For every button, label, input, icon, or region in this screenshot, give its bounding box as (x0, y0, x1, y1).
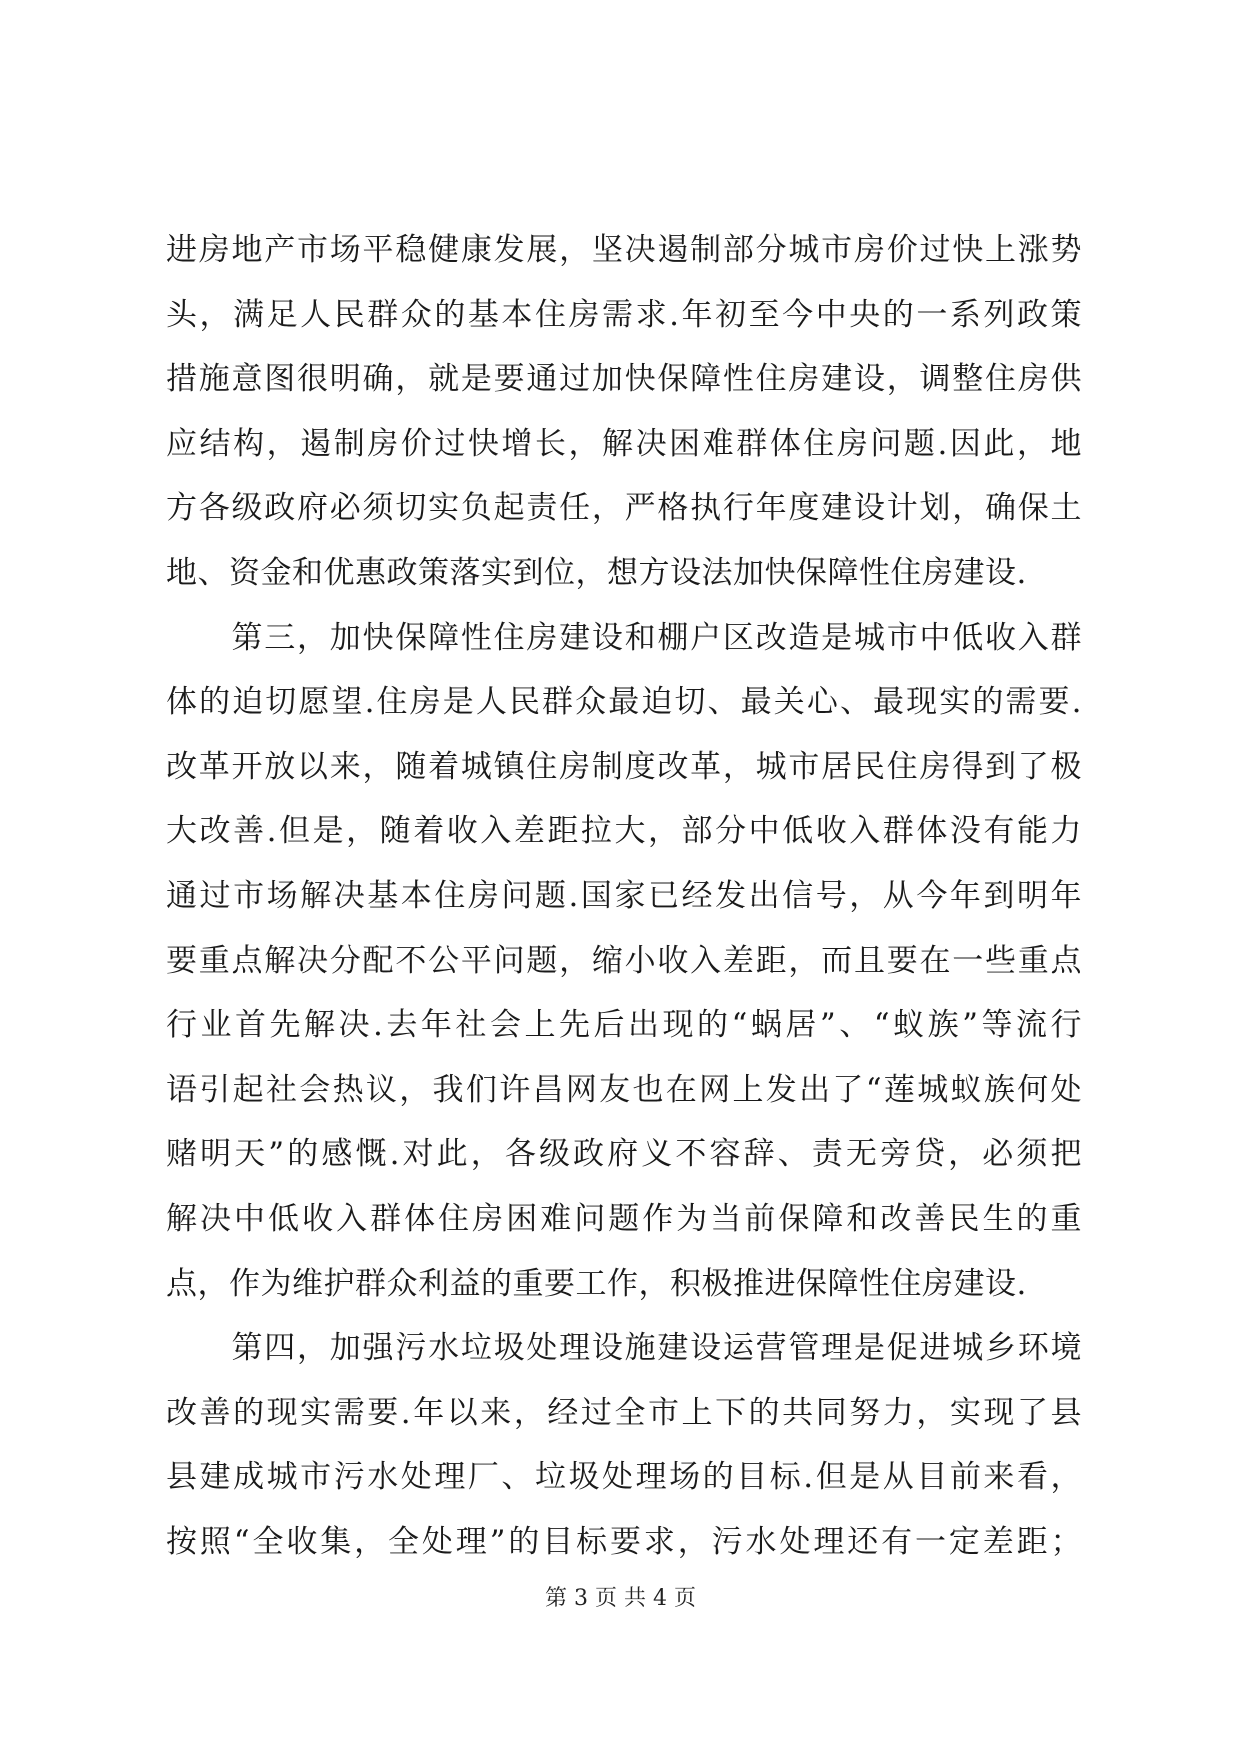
text-line: 改革开放以来，随着城镇住房制度改革，城市居民住房得到了极 (166, 748, 1082, 785)
body-text (166, 218, 1082, 1574)
text-line: 语引起社会热议，我们许昌网友也在网上发出了“莲城蚁族何处 (166, 1071, 1082, 1108)
text-line: 地、资金和优惠政策落实到位，想方设法加快保障性住房建设. (166, 554, 1027, 591)
text-line: 改善的现实需要.年以来，经过全市上下的共同努力，实现了县 (166, 1394, 1082, 1431)
text-line: 体的迫切愿望.住房是人民群众最迫切、最关心、最现实的需要. (166, 684, 1082, 721)
text-line: 解决中低收入群体住房困难问题作为当前保障和改善民生的重 (166, 1200, 1082, 1237)
page-number: 第 3 页 共 4 页 (545, 1586, 696, 1611)
text-line: 方各级政府必须切实负起责任，严格执行年度建设计划，确保土 (166, 490, 1082, 527)
text-line: 第四，加强污水垃圾处理设施建设运营管理是促进城乡环境 (166, 1330, 1082, 1367)
text-line: 措施意图很明确，就是要通过加快保障性住房建设，调整住房供 (166, 361, 1082, 398)
text-line: 大改善.但是，随着收入差距拉大，部分中低收入群体没有能力 (166, 813, 1082, 850)
text-line: 县建成城市污水处理厂、垃圾处理场的目标.但是从目前来看， (166, 1459, 1082, 1496)
text-line: 赌明天”的感慨.对此，各级政府义不容辞、责无旁贷，必须把 (166, 1136, 1082, 1173)
text-line: 按照“全收集，全处理”的目标要求，污水处理还有一定差距； (166, 1523, 1082, 1560)
text-line: 要重点解决分配不公平问题，缩小收入差距，而且要在一些重点 (166, 942, 1082, 979)
text-line: 第三，加快保障性住房建设和棚户区改造是城市中低收入群 (166, 619, 1082, 656)
text-line: 应结构，遏制房价过快增长，解决困难群体住房问题.因此，地 (166, 425, 1082, 462)
page-footer (0, 1584, 1241, 1614)
text-line: 行业首先解决.去年社会上先后出现的“蜗居”、“蚁族”等流行 (166, 1007, 1082, 1044)
text-line: 点，作为维护群众利益的重要工作，积极推进保障性住房建设. (166, 1265, 1027, 1302)
text-line: 进房地产市场平稳健康发展，坚决遏制部分城市房价过快上涨势 (166, 232, 1082, 268)
text-line: 通过市场解决基本住房问题.国家已经发出信号，从今年到明年 (166, 877, 1082, 914)
text-line: 头，满足人民群众的基本住房需求.年初至今中央的一系列政策 (166, 296, 1082, 333)
